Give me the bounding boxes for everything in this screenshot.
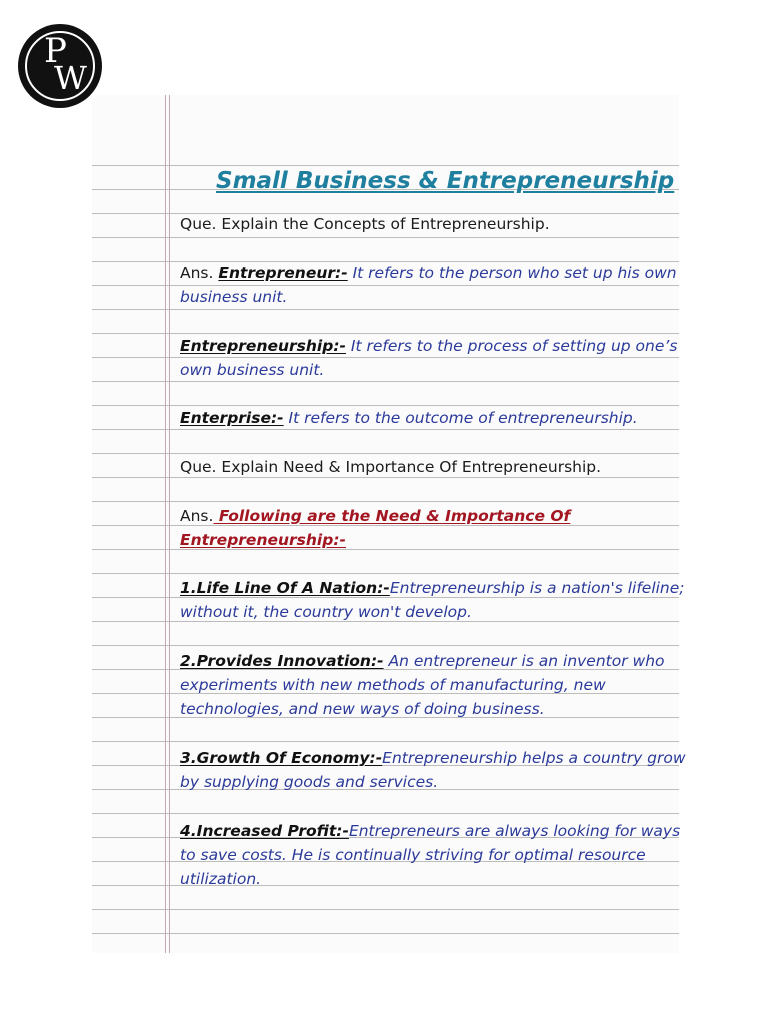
point-2-line-2: experiments with new methods of manufacturing, new: [180, 676, 606, 694]
ruled-line: [92, 261, 679, 262]
point-1-line-2: without it, the country won't develop.: [180, 603, 472, 621]
question-1: Que. Explain the Concepts of Entrepreneurship.: [180, 215, 550, 233]
entrepreneurship-line-2: own business unit.: [180, 361, 325, 379]
point-1-line-1: [180, 578, 685, 598]
ruled-line: [92, 357, 679, 358]
ruled-line: [92, 333, 679, 334]
ruled-line: [92, 381, 679, 382]
ruled-line: [92, 813, 679, 814]
point-2-line-1: [180, 651, 665, 671]
logo-letter-p: P: [44, 31, 67, 71]
point-term: 3.Growth Of Economy:-: [180, 749, 383, 767]
ruled-line: [92, 645, 679, 646]
point-4-line-3: utilization.: [180, 870, 262, 888]
enterprise-line: [180, 408, 638, 428]
definition-text: It refers to the person who set up his own: [347, 264, 677, 282]
point-text: Entrepreneurship helps a country grow: [382, 749, 686, 767]
point-term: 1.Life Line Of A Nation:-: [180, 579, 390, 597]
ruled-line: [92, 453, 679, 454]
answer-prefix: Ans.: [180, 507, 214, 525]
answer-prefix: Ans.: [180, 264, 219, 282]
point-2-line-3: technologies, and new ways of doing business.: [180, 700, 545, 718]
point-text: An entrepreneur is an inventor who: [383, 652, 665, 670]
ruled-line: [92, 477, 679, 478]
logo-letter-w: W: [54, 59, 87, 97]
answer-heading: Following are the Need & Importance Of: [213, 507, 571, 525]
ruled-line: [92, 309, 679, 310]
answer-1-line-1: [180, 263, 677, 283]
margin-line: [169, 95, 170, 953]
ruled-line: [92, 573, 679, 574]
ruled-line: [92, 933, 679, 934]
definition-text: It refers to the process of setting up one’s: [345, 337, 678, 355]
margin-line: [165, 95, 166, 953]
term-entrepreneur: Entrepreneur:-: [218, 264, 348, 282]
point-text: Entrepreneurship is a nation's lifeline;: [389, 579, 685, 597]
point-3-line-2: by supplying goods and services.: [180, 773, 439, 791]
point-3-line-1: [180, 748, 686, 768]
question-2: Que. Explain Need & Importance Of Entrepreneurship.: [180, 458, 602, 476]
ruled-line: [92, 237, 679, 238]
definition-text: It refers to the outcome of entrepreneurship.: [283, 409, 638, 427]
ruled-line: [92, 501, 679, 502]
answer-1-line-2: business unit.: [180, 288, 288, 306]
pw-logo: [18, 24, 102, 108]
point-term: 2.Provides Innovation:-: [180, 652, 384, 670]
ruled-line: [92, 429, 679, 430]
answer-2-line-2: Entrepreneurship:-: [180, 531, 346, 549]
term-entrepreneurship: Entrepreneurship:-: [180, 337, 346, 355]
point-4-line-1: [180, 821, 680, 841]
ruled-line: [92, 285, 679, 286]
entrepreneurship-line-1: [180, 336, 677, 356]
ruled-line: [92, 909, 679, 910]
point-term: 4.Increased Profit:-: [180, 822, 349, 840]
answer-2-line-1: [180, 506, 570, 526]
point-4-line-2: to save costs. He is continually striving for optimal resource: [180, 846, 646, 864]
term-enterprise: Enterprise:-: [180, 409, 284, 427]
ruled-line: [92, 405, 679, 406]
ruled-line: [92, 741, 679, 742]
page-title: Small Business & Entrepreneurship: [216, 168, 675, 194]
point-text: Entrepreneurs are always looking for ways: [348, 822, 681, 840]
